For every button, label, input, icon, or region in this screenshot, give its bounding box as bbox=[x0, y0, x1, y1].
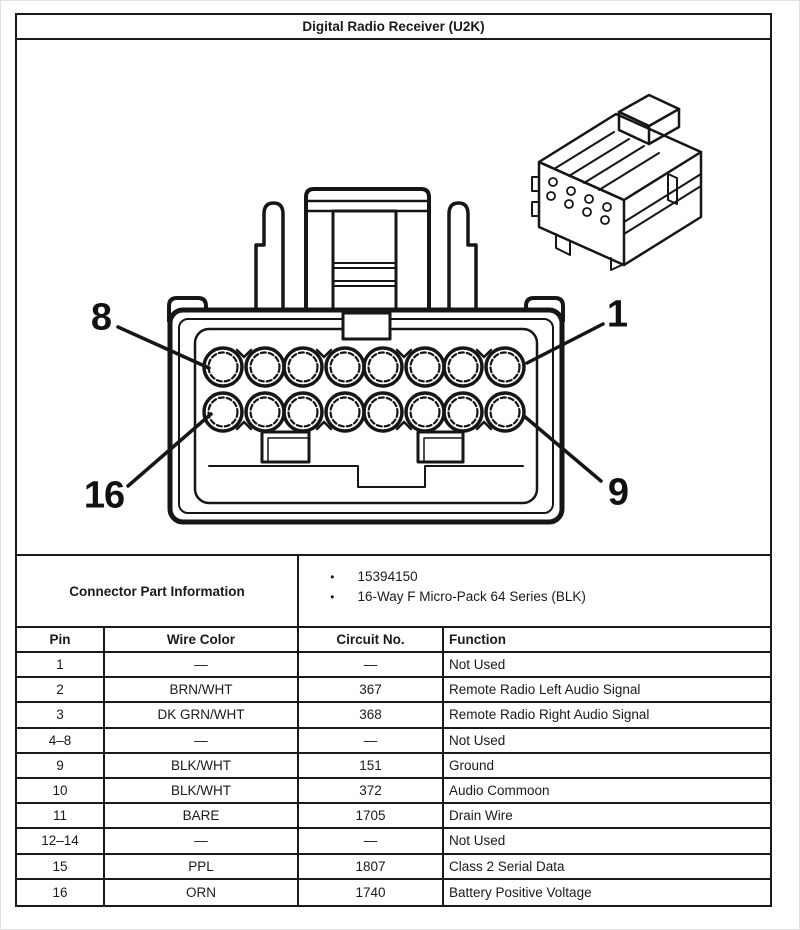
latch-finger-left bbox=[256, 203, 283, 311]
function-cell: Remote Radio Right Audio Signal bbox=[449, 707, 650, 723]
pin-table-header bbox=[17, 628, 770, 653]
wire-color-cell: BLK/WHT bbox=[105, 779, 299, 802]
function-cell: Not Used bbox=[449, 657, 506, 673]
pin-cell: 15 bbox=[17, 855, 105, 878]
wire-color-cell: PPL bbox=[105, 855, 299, 878]
wire-color-cell: DK GRN/WHT bbox=[105, 703, 299, 726]
callout-pin-1: 1 bbox=[606, 293, 628, 336]
table-row bbox=[17, 703, 770, 728]
circuit-no-cell: 1740 bbox=[299, 880, 444, 905]
callout-pin-9: 9 bbox=[607, 471, 629, 514]
circuit-no-cell: — bbox=[299, 729, 444, 752]
callout-pin-8: 8 bbox=[90, 296, 112, 339]
pin-cell: 4–8 bbox=[17, 729, 105, 752]
function-cell: Remote Radio Left Audio Signal bbox=[449, 682, 641, 698]
connector-isometric-view bbox=[521, 82, 731, 277]
connector-part-list bbox=[330, 567, 762, 607]
pin-cell: 9 bbox=[17, 754, 105, 777]
table-row bbox=[17, 653, 770, 678]
pin-cell: 3 bbox=[17, 703, 105, 726]
wire-color-cell: BLK/WHT bbox=[105, 754, 299, 777]
pin-cell: 2 bbox=[17, 678, 105, 701]
connector-series-item: ● 16-Way F Micro-Pack 64 Series (BLK) bbox=[330, 587, 762, 607]
function-cell: Class 2 Serial Data bbox=[449, 858, 565, 874]
pin-cell: 11 bbox=[17, 804, 105, 827]
iso-terminal-dots bbox=[547, 178, 611, 224]
wire-color-cell: BRN/WHT bbox=[105, 678, 299, 701]
table-row bbox=[17, 829, 770, 854]
function-cell: Ground bbox=[449, 757, 495, 773]
pin-cell: 12–14 bbox=[17, 829, 105, 852]
table-row bbox=[17, 855, 770, 880]
wire-color-cell: — bbox=[105, 729, 299, 752]
circuit-no-cell: 1705 bbox=[299, 804, 444, 827]
function-cell: Not Used bbox=[449, 833, 506, 849]
table-row bbox=[17, 779, 770, 804]
pin-cell: 16 bbox=[17, 880, 105, 905]
pin-cell: 1 bbox=[17, 653, 105, 676]
col-header-wire-color: Wire Color bbox=[105, 628, 299, 651]
table-row bbox=[17, 754, 770, 779]
wire-color-cell: — bbox=[105, 829, 299, 852]
circuit-no-cell: 368 bbox=[299, 703, 444, 726]
table-row bbox=[17, 678, 770, 703]
col-header-circuit-no: Circuit No. bbox=[299, 628, 444, 651]
circuit-no-cell: 151 bbox=[299, 754, 444, 777]
latch-tower bbox=[306, 189, 429, 311]
page-title: Digital Radio Receiver (U2K) bbox=[17, 15, 770, 40]
part-number-item: ● 15394150 bbox=[330, 567, 762, 587]
table-row bbox=[17, 804, 770, 829]
col-header-function: Function bbox=[449, 632, 506, 647]
function-cell: Drain Wire bbox=[449, 808, 513, 824]
connector-part-information-row bbox=[17, 554, 770, 628]
wire-color-cell: — bbox=[105, 653, 299, 676]
circuit-no-cell: — bbox=[299, 829, 444, 852]
table-row bbox=[17, 880, 770, 905]
connector-diagram-area bbox=[17, 40, 770, 554]
part-info-values bbox=[299, 556, 770, 626]
circuit-no-cell: 372 bbox=[299, 779, 444, 802]
pin-table bbox=[17, 628, 770, 905]
pin-cell: 10 bbox=[17, 779, 105, 802]
tower-tab bbox=[343, 313, 390, 339]
col-header-pin: Pin bbox=[17, 628, 105, 651]
function-cell: Audio Commoon bbox=[449, 783, 550, 799]
wire-color-cell: ORN bbox=[105, 880, 299, 905]
circuit-no-cell: — bbox=[299, 653, 444, 676]
function-cell: Not Used bbox=[449, 732, 506, 748]
part-info-label: Connector Part Information bbox=[17, 556, 299, 626]
table-row bbox=[17, 729, 770, 754]
circuit-no-cell: 367 bbox=[299, 678, 444, 701]
wire-color-cell: BARE bbox=[105, 804, 299, 827]
function-cell: Battery Positive Voltage bbox=[449, 884, 592, 900]
circuit-no-cell: 1807 bbox=[299, 855, 444, 878]
callout-pin-16: 16 bbox=[83, 474, 125, 517]
document-frame bbox=[15, 13, 772, 907]
latch-finger-right bbox=[449, 203, 476, 311]
